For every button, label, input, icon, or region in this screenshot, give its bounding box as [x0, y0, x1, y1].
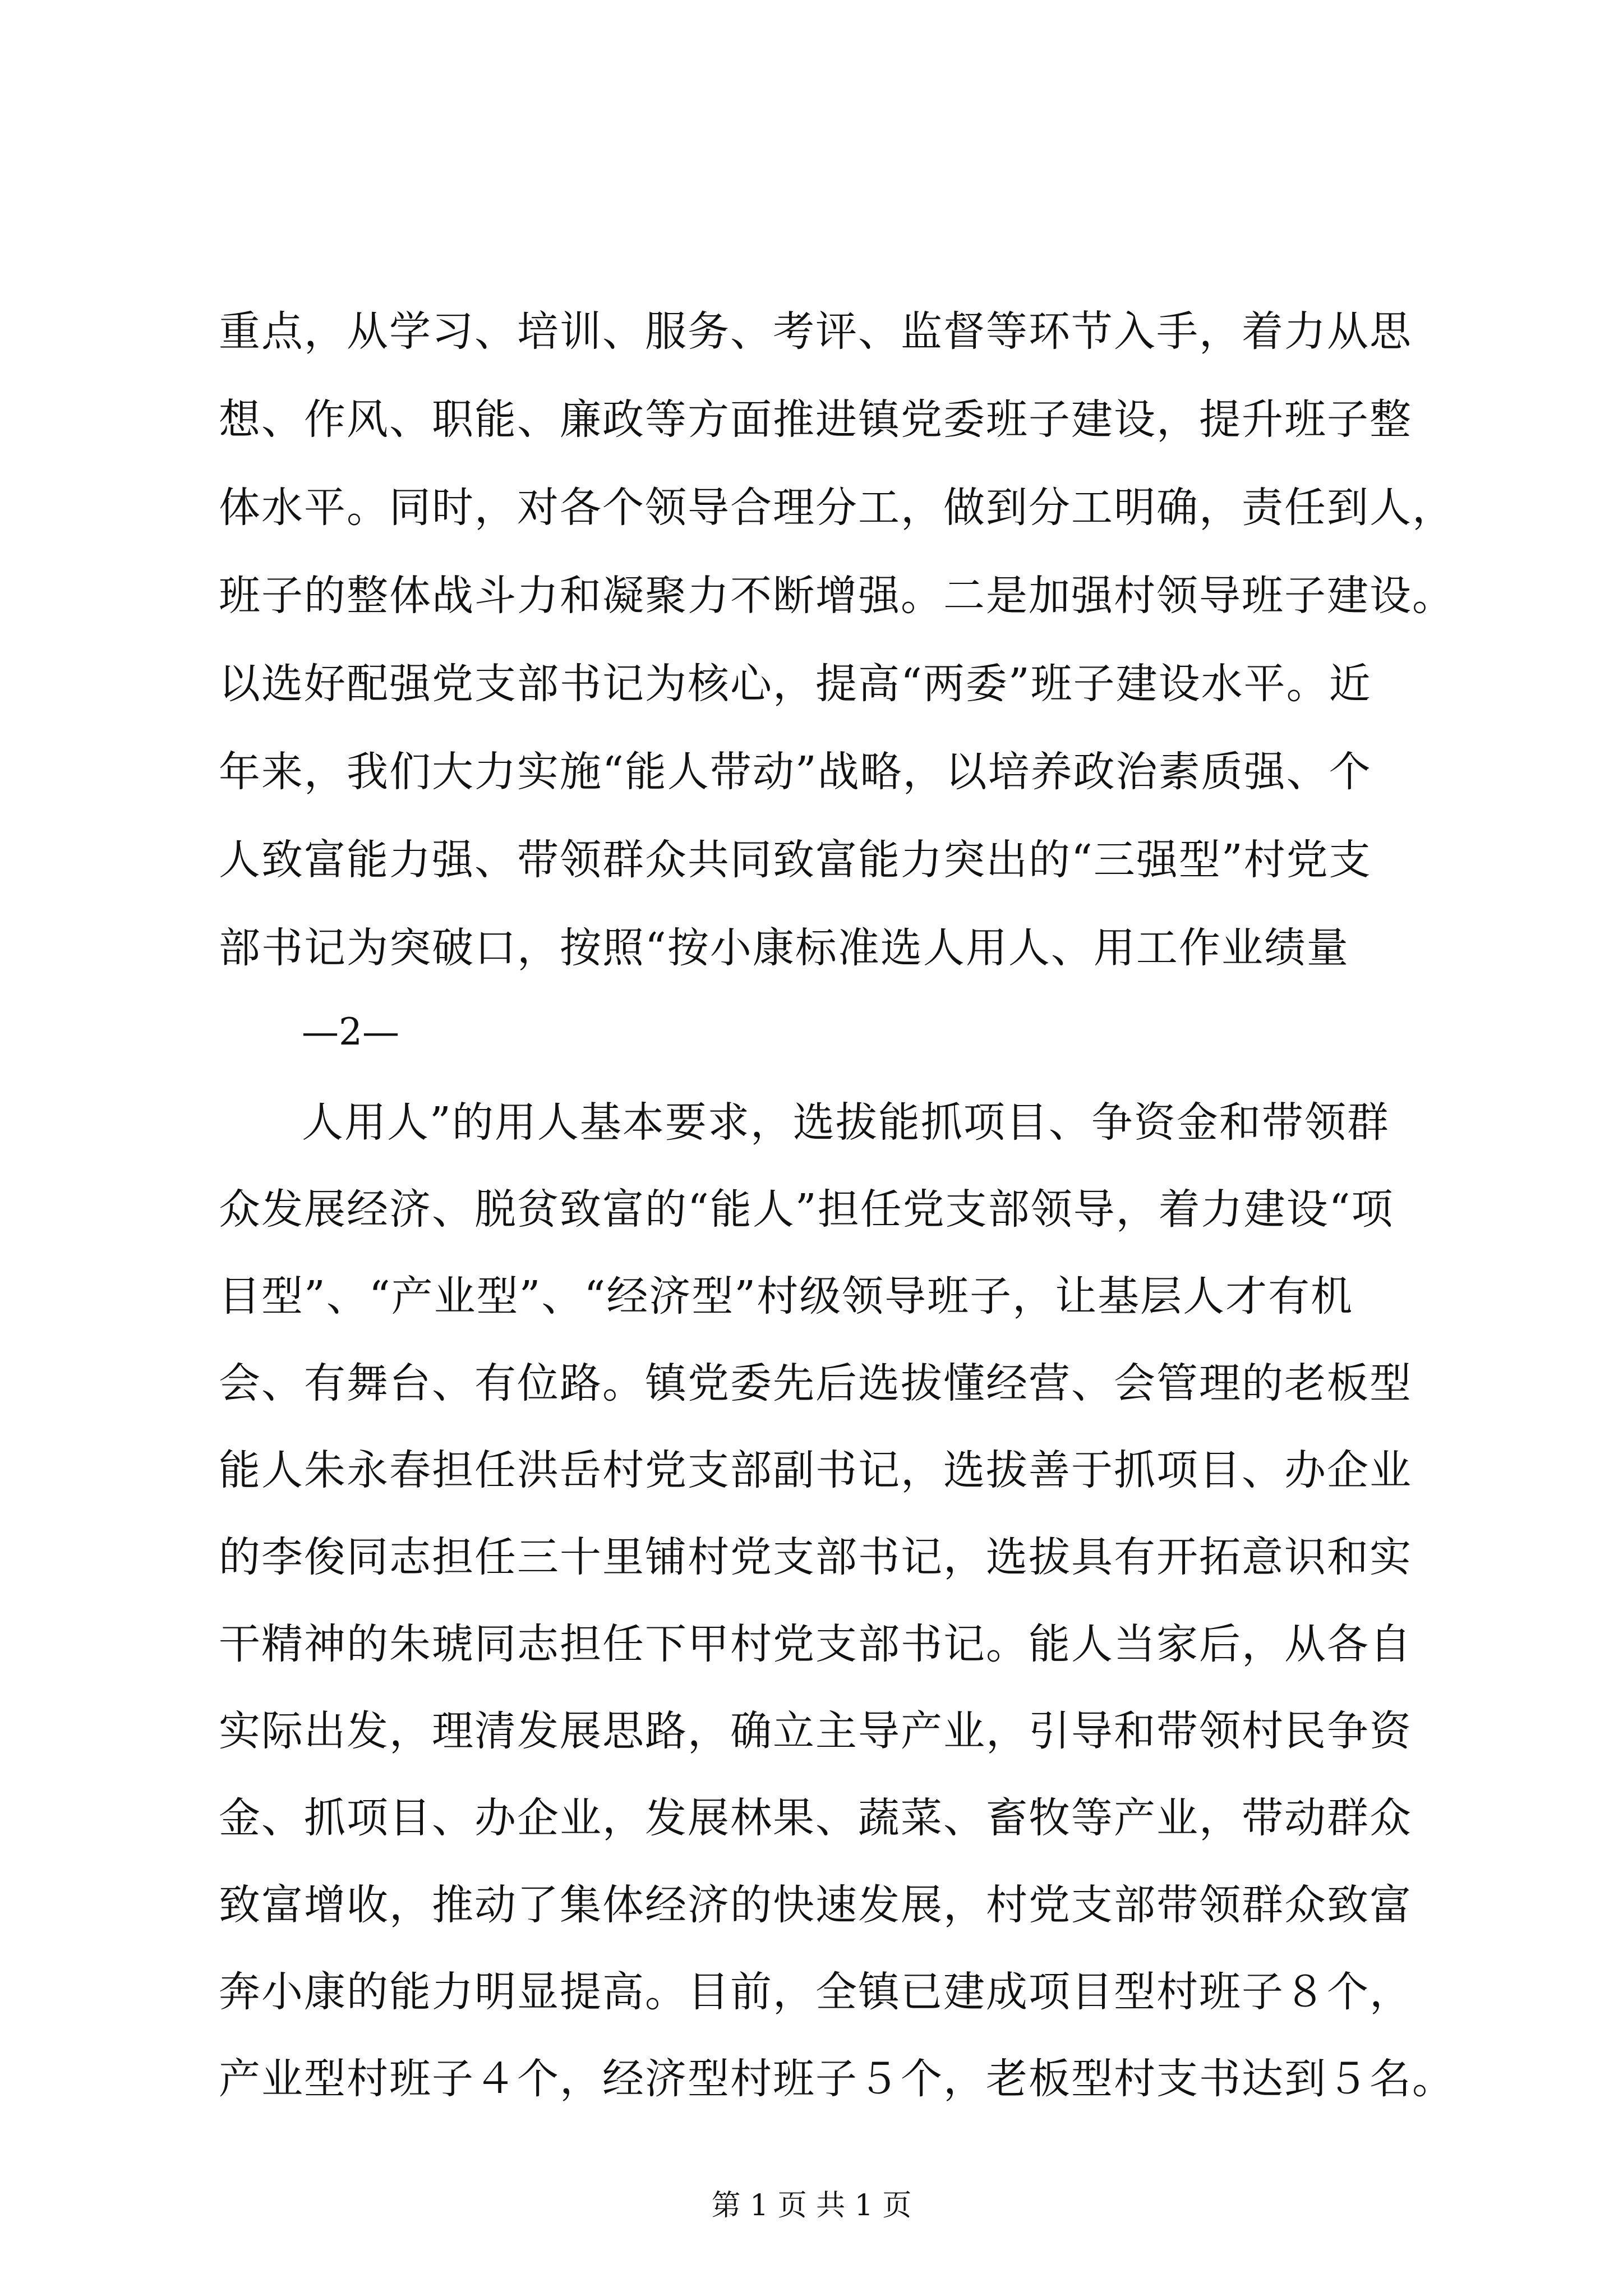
text-line: 产业型村班子４个，经济型村班子５个，老板型村支书达到５名。: [219, 2055, 1455, 2103]
text-line: 干精神的朱琥同志担任下甲村党支部书记。能人当家后，从各自: [219, 1620, 1412, 1668]
text-line: 能人朱永春担任洪岳村党支部副书记，选拔善于抓项目、办企业: [219, 1446, 1412, 1494]
text-line: 致富增收，推动了集体经济的快速发展，村党支部带领群众致富: [219, 1881, 1412, 1929]
text-line: 体水平。同时，对各个领导合理分工，做到分工明确，责任到人，: [219, 484, 1455, 532]
text-line: 目型”、“产业型”、“经济型”村级领导班子，让基层人才有机: [219, 1272, 1354, 1320]
page-footer: 第 1 页 共 1 页: [711, 2189, 912, 2223]
text-line: 重点，从学习、培训、服务、考评、监督等环节入手，着力从思: [219, 307, 1412, 356]
text-line: 众发展经济、脱贫致富的“能人”担任党支部领导，着力建设“项: [219, 1185, 1394, 1234]
text-line: 人致富能力强、带领群众共同致富能力突出的“三强型”村党支: [219, 836, 1372, 884]
text-line: 会、有舞台、有位路。镇党委先后选拔懂经营、会管理的老板型: [219, 1359, 1412, 1407]
text-line: 班子的整体战斗力和凝聚力不断增强。二是加强村领导班子建设。: [219, 572, 1455, 620]
text-line: 金、抓项目、办企业，发展林果、蔬菜、畜牧等产业，带动群众: [219, 1794, 1412, 1842]
text-line: 人用人”的用人基本要求，选拔能抓项目、争资金和带领群: [302, 1098, 1390, 1147]
text-line: 实际出发，理清发展思路，确立主导产业，引导和带领村民争资: [219, 1707, 1412, 1755]
page-number-marker: —2—: [302, 1010, 399, 1053]
text-line: 部书记为突破口，按照“按小康标准选人用人、用工作业绩量: [219, 924, 1349, 972]
text-line: 的李俊同志担任三十里铺村党支部书记，选拔具有开拓意识和实: [219, 1533, 1412, 1581]
text-line: 想、作风、职能、廉政等方面推进镇党委班子建设，提升班子整: [219, 395, 1412, 444]
text-line: 奔小康的能力明显提高。目前，全镇已建成项目型村班子８个，: [219, 1968, 1412, 2016]
text-line: 年来，我们大力实施“能人带动”战略，以培养政治素质强、个: [219, 748, 1372, 796]
text-line: 以选好配强党支部书记为核心，提高“两委”班子建设水平。近: [219, 660, 1372, 708]
